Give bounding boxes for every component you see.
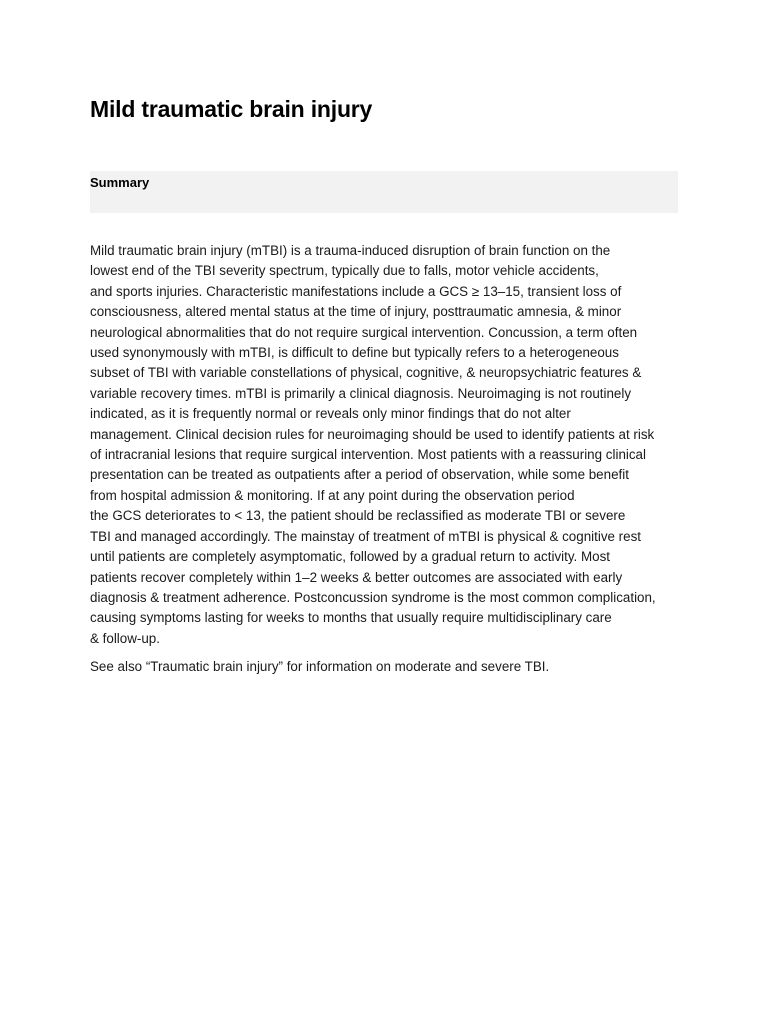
paragraph-line: patients recover completely within 1–2 weeks & better outcomes are associated with early xyxy=(90,569,623,585)
paragraph-line: diagnosis & treatment adherence. Postconcussion syndrome is the most common complication, xyxy=(90,589,656,605)
paragraph-line: causing symptoms lasting for weeks to months that usually require multidisciplinary care xyxy=(90,610,612,626)
paragraph-line: variable recovery times. mTBI is primarily a clinical diagnosis. Neuroimaging is not routinely xyxy=(90,385,632,401)
paragraph-line: consciousness, altered mental status at the time of injury, posttraumatic amnesia, & minor xyxy=(90,304,622,320)
paragraph-line: subset of TBI with variable constellations of physical, cognitive, & neuropsychiatric features & xyxy=(90,365,642,381)
summary-heading: Summary xyxy=(90,175,150,190)
paragraph-line: & follow-up. xyxy=(90,630,160,646)
see-also-note: See also “Traumatic brain injury” for information on moderate and severe TBI. xyxy=(90,659,550,674)
paragraph-line: neurological abnormalities that do not require surgical intervention. Concussion, a term often xyxy=(90,324,638,340)
paragraph-line: Mild traumatic brain injury (mTBI) is a trauma-induced disruption of brain function on the xyxy=(90,243,611,258)
paragraph-line: used synonymously with mTBI, is difficult to define but typically refers to a heterogeneous xyxy=(90,345,619,361)
document-title: Mild traumatic brain injury xyxy=(90,96,373,122)
paragraph-line: until patients are completely asymptomatic, followed by a gradual return to activity. Most xyxy=(90,549,610,565)
summary-section-header xyxy=(90,171,678,213)
paragraph-line: indicated, as it is frequently normal or reveals only minor findings that do not alter xyxy=(90,406,571,422)
paragraph-line: management. Clinical decision rules for neuroimaging should be used to identify patients at risk xyxy=(90,426,655,442)
paragraph-line: from hospital admission & monitoring. If at any point during the observation period xyxy=(90,487,575,503)
summary-paragraph xyxy=(90,241,678,649)
paragraph-line: of intracranial lesions that require surgical intervention. Most patients with a reassuring clinical xyxy=(90,447,646,463)
paragraph-line: lowest end of the TBI severity spectrum, typically due to falls, motor vehicle accidents, xyxy=(90,263,599,279)
paragraph-line: presentation can be treated as outpatients after a period of observation, while some benefit xyxy=(90,467,629,483)
paragraph-line: and sports injuries. Characteristic manifestations include a GCS ≥ 13–15, transient loss of xyxy=(90,283,622,299)
paragraph-line: the GCS deteriorates to < 13, the patient should be reclassified as moderate TBI or severe xyxy=(90,508,626,524)
paragraph-line: TBI and managed accordingly. The mainstay of treatment of mTBI is physical & cognitive rest xyxy=(90,528,642,544)
